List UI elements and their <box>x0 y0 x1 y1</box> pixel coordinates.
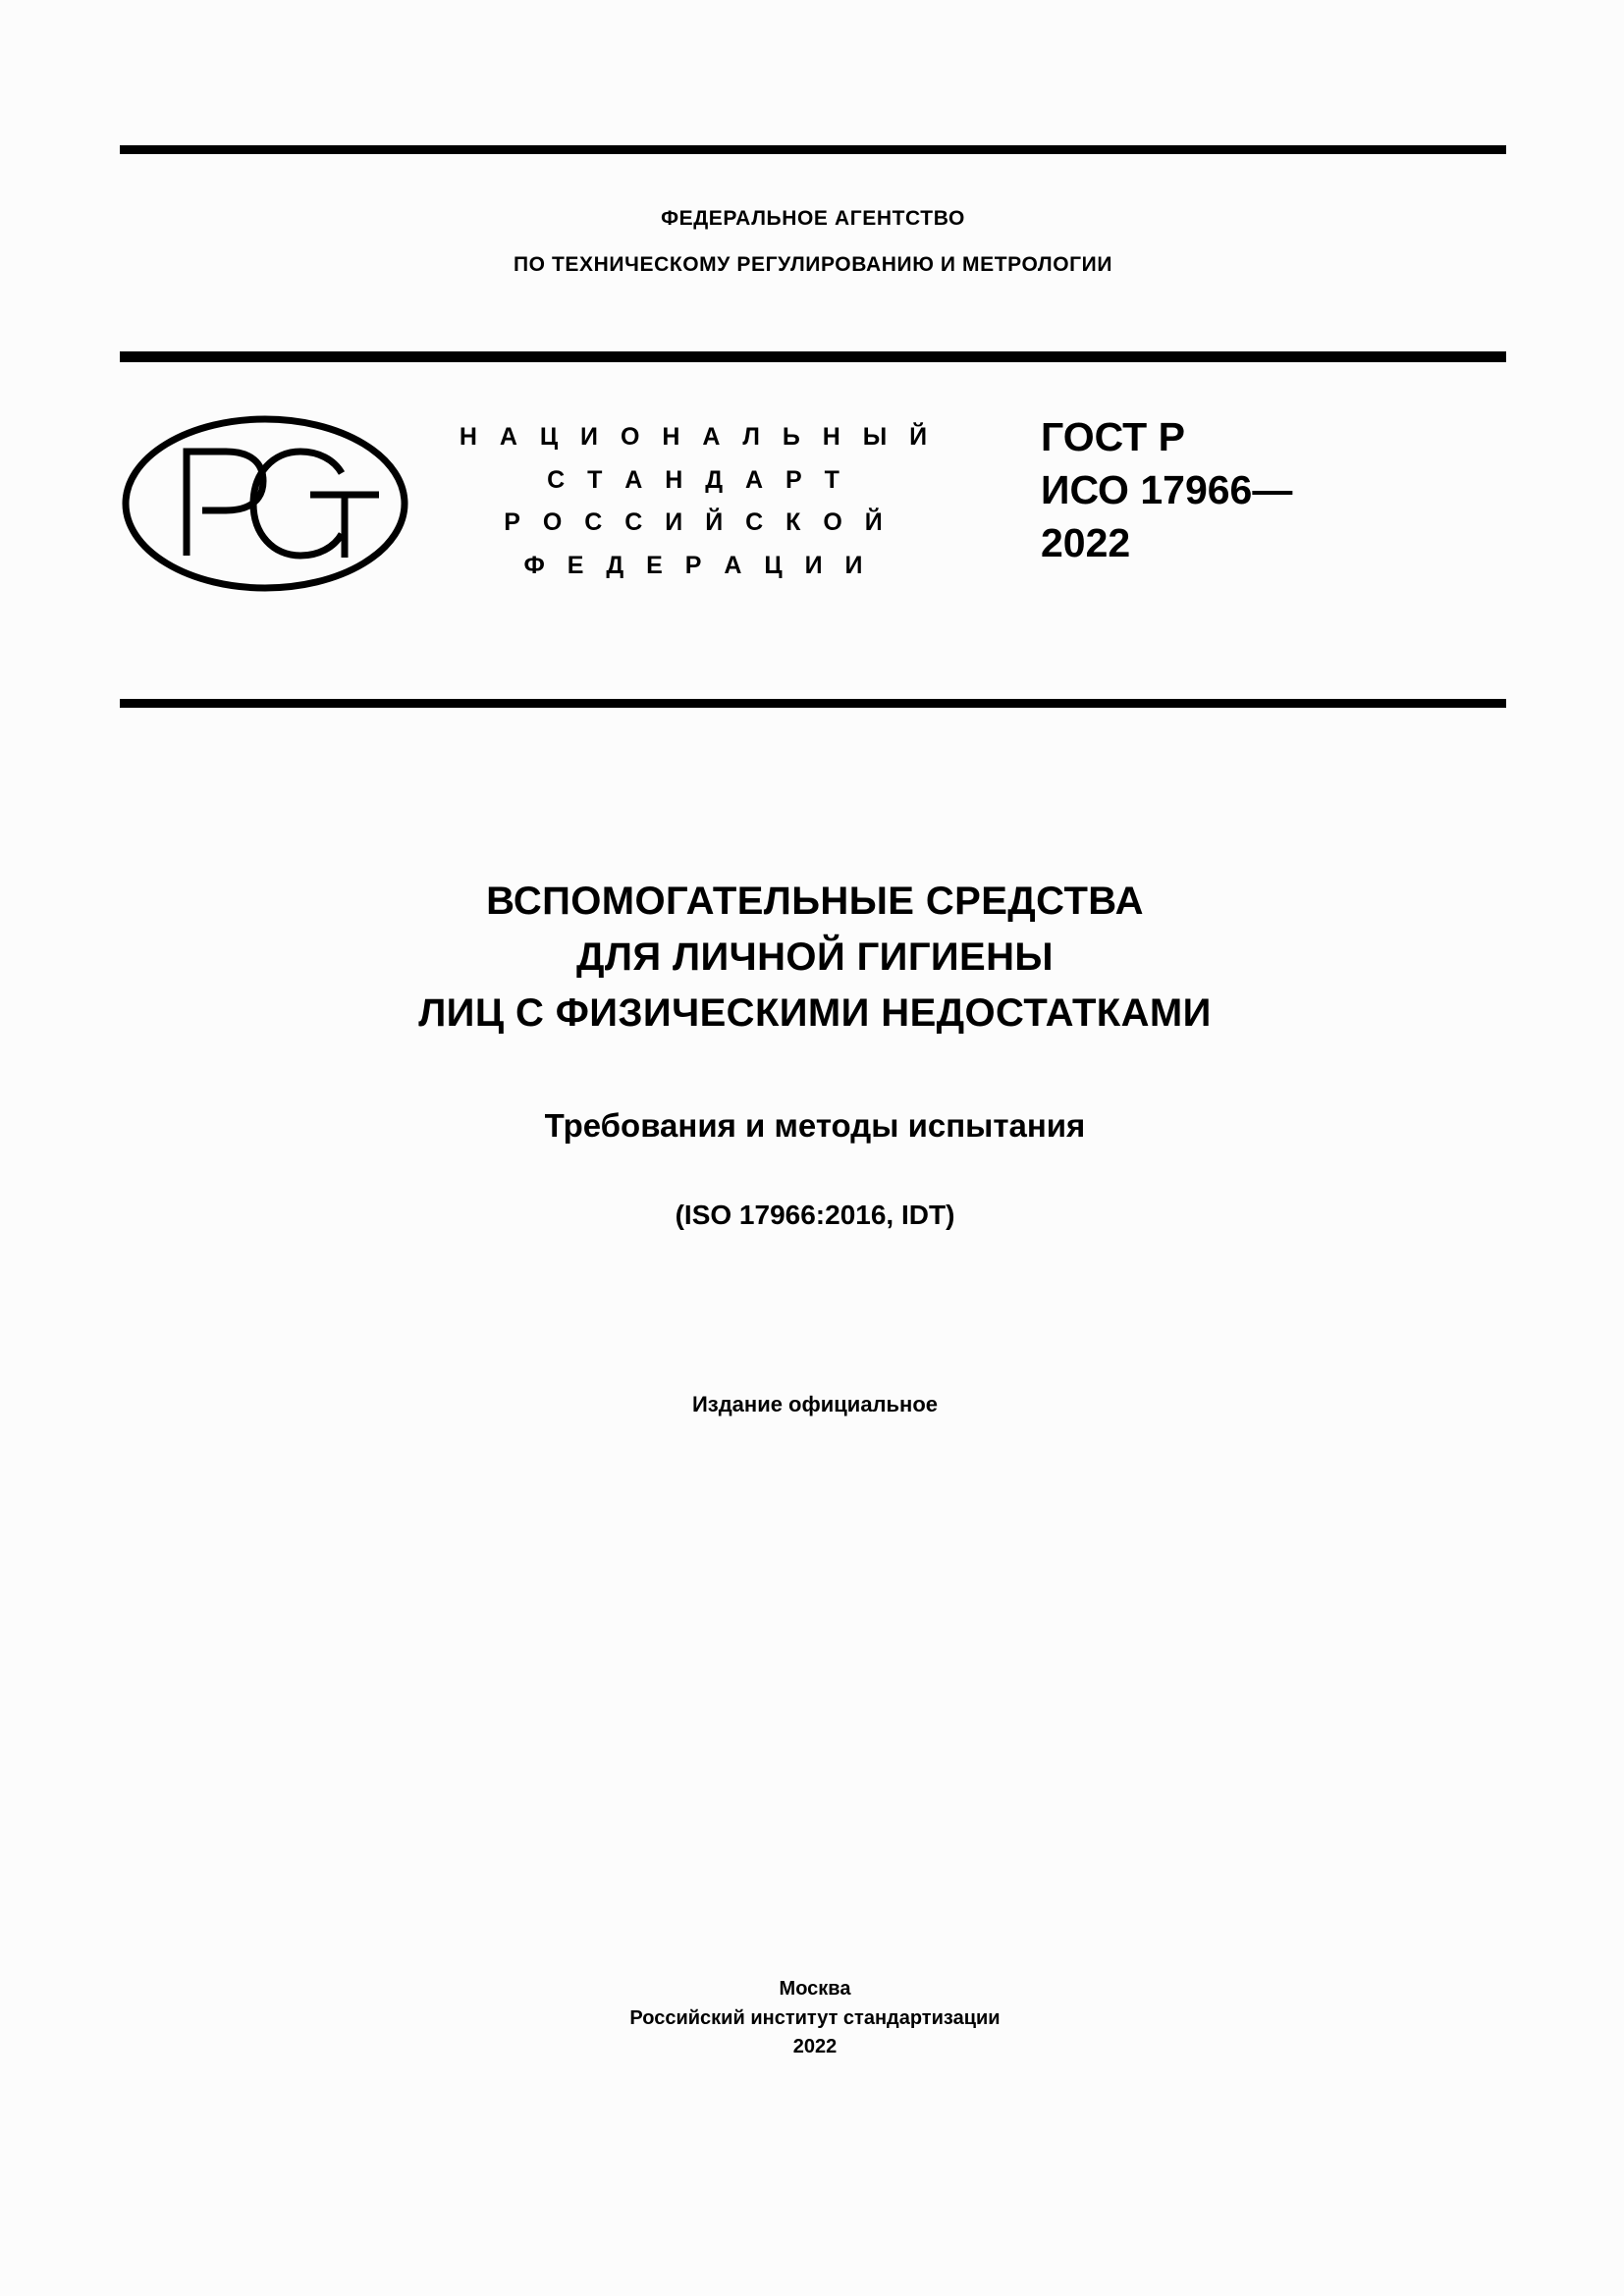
divider-middle <box>120 351 1506 362</box>
publisher-name: Российский институт стандартизации <box>629 2006 1001 2029</box>
page-subtitle: Требования и методы испытания <box>544 1107 1086 1144</box>
issuing-agency <box>120 208 1506 275</box>
national-standard-line-2: С Т А Н Д А Р Т <box>547 465 847 494</box>
national-standard-heading <box>422 416 972 587</box>
page-title <box>167 874 1463 1041</box>
title-line-1: ВСПОМОГАТЕЛЬНЫЕ СРЕДСТВА <box>486 880 1144 923</box>
idt-reference: (ISO 17966:2016, IDT) <box>675 1200 955 1230</box>
standard-number-line-1: ГОСТ Р <box>1041 414 1185 459</box>
agency-line-2: ПО ТЕХНИЧЕСКОМУ РЕГУЛИРОВАНИЮ И МЕТРОЛОГИИ <box>513 253 1113 276</box>
title-line-3: ЛИЦ С ФИЗИЧЕСКИМИ НЕДОСТАТКАМИ <box>418 990 1212 1035</box>
publisher-city: Москва <box>779 1978 851 2000</box>
title-line-2: ДЛЯ ЛИЧНОЙ ГИГИЕНЫ <box>576 934 1054 979</box>
official-edition-note: Издание официальное <box>691 1392 939 1416</box>
standard-number <box>1041 410 1512 569</box>
agency-line-1: ФЕДЕРАЛЬНОЕ АГЕНТСТВО <box>661 207 965 230</box>
national-standard-line-4: Ф Е Д Е Р А Ц И И <box>523 551 871 579</box>
national-standard-line-3: Р О С С И Й С К О Й <box>504 508 891 536</box>
publisher-year: 2022 <box>792 2036 838 2058</box>
standard-number-line-3: 2022 <box>1041 520 1131 566</box>
publisher-block <box>167 1975 1463 2062</box>
rst-emblem <box>118 400 412 607</box>
standard-number-line-2: ИСО 17966— <box>1041 467 1293 513</box>
divider-bottom <box>120 699 1506 708</box>
national-standard-line-1: Н А Ц И О Н А Л Ь Н Ы Й <box>459 423 936 451</box>
divider-top <box>120 145 1506 154</box>
